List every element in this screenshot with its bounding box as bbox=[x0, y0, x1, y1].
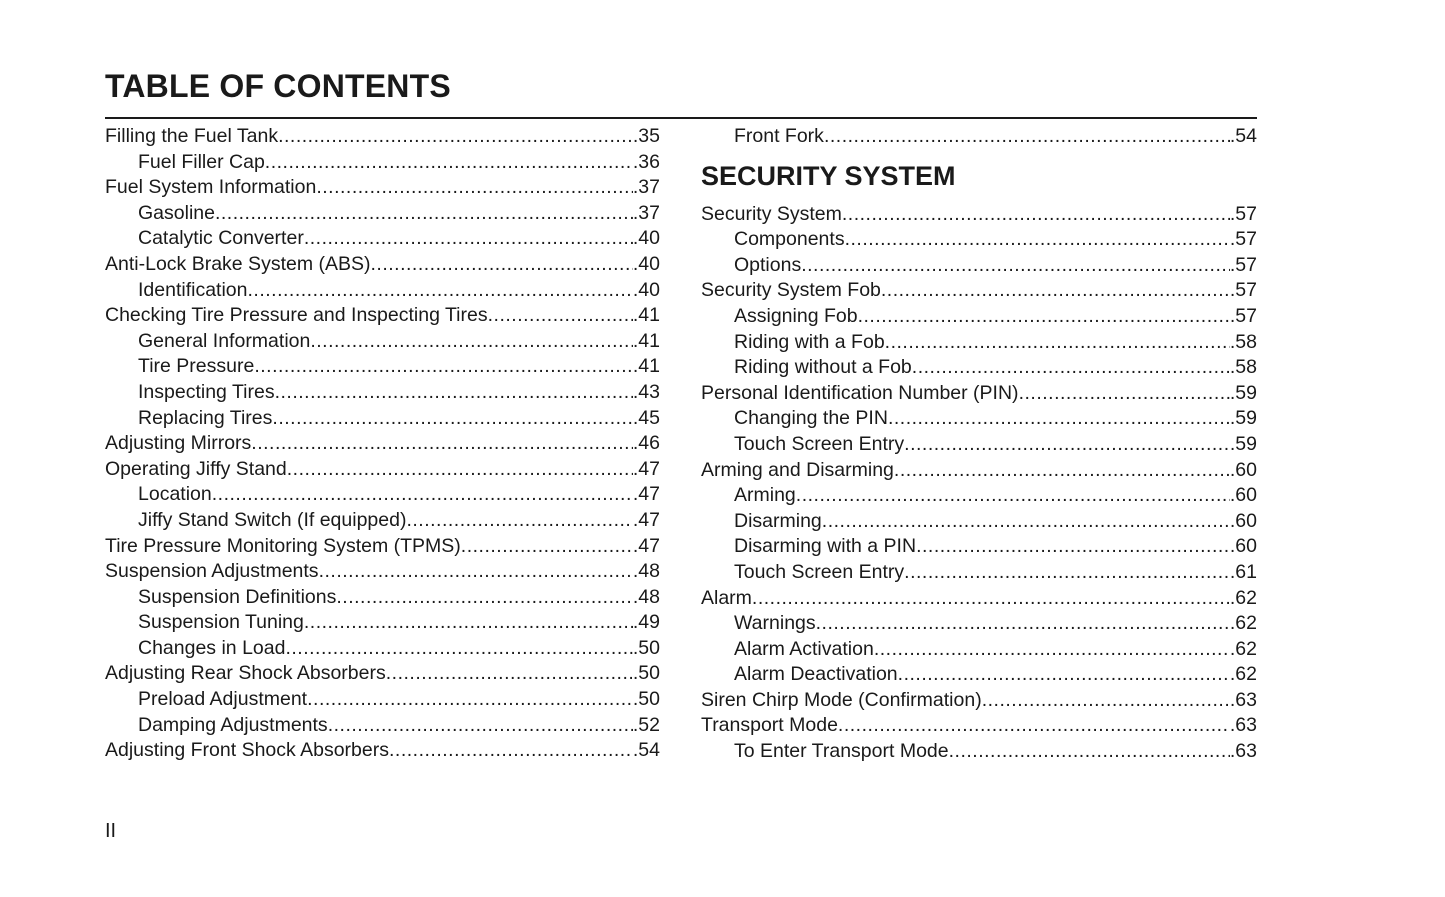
toc-entry-title: Operating Jiffy Stand bbox=[105, 457, 287, 480]
toc-entry-page-number: .46 bbox=[632, 432, 660, 455]
dot-leader bbox=[319, 559, 633, 585]
dot-leader bbox=[949, 739, 1230, 765]
title-divider bbox=[105, 117, 1257, 119]
toc-entry-title: Anti-Lock Brake System (ABS) bbox=[105, 252, 371, 275]
toc-entry-title: Suspension Adjustments bbox=[105, 560, 319, 583]
toc-entry[interactable] bbox=[701, 304, 1257, 330]
toc-entry-page-number: .40 bbox=[632, 252, 660, 275]
dot-leader bbox=[845, 227, 1230, 253]
dot-leader bbox=[336, 585, 633, 611]
dot-leader bbox=[406, 508, 632, 534]
dot-leader bbox=[386, 661, 633, 687]
dot-leader bbox=[796, 483, 1230, 509]
dot-leader bbox=[898, 662, 1230, 688]
toc-entry[interactable] bbox=[105, 406, 660, 432]
toc-entry-page-number: .40 bbox=[632, 278, 660, 301]
toc-entry-page-number: .62 bbox=[1229, 586, 1257, 609]
dot-leader bbox=[304, 610, 633, 636]
toc-entry[interactable] bbox=[701, 202, 1257, 228]
toc-entry-page-number: .43 bbox=[632, 380, 660, 403]
toc-entry-page-number: .50 bbox=[632, 662, 660, 685]
toc-entry[interactable] bbox=[701, 406, 1257, 432]
dot-leader bbox=[912, 355, 1230, 381]
dot-leader bbox=[272, 406, 632, 432]
toc-entry[interactable] bbox=[105, 610, 660, 636]
toc-entry-page-number: .57 bbox=[1229, 279, 1257, 302]
toc-entry[interactable] bbox=[105, 150, 660, 176]
toc-entry[interactable] bbox=[701, 432, 1257, 458]
toc-entry[interactable] bbox=[105, 354, 660, 380]
toc-entry-page-number: .62 bbox=[1229, 637, 1257, 660]
toc-entry-title: Checking Tire Pressure and Inspecting Tires bbox=[105, 304, 488, 327]
toc-entry[interactable] bbox=[105, 278, 660, 304]
dot-leader bbox=[316, 175, 633, 201]
dot-leader bbox=[254, 354, 633, 380]
toc-right-top-entries bbox=[701, 124, 1257, 150]
toc-entry-page-number: .45 bbox=[632, 406, 660, 429]
toc-entry-title: Fuel Filler Cap bbox=[138, 150, 265, 173]
toc-entry-title: Adjusting Front Shock Absorbers bbox=[105, 739, 389, 762]
toc-entry[interactable] bbox=[105, 559, 660, 585]
toc-right-column bbox=[701, 124, 1257, 765]
toc-entry-title: Gasoline bbox=[138, 201, 215, 224]
toc-left-column bbox=[105, 124, 660, 764]
toc-entry-page-number: .50 bbox=[632, 688, 660, 711]
dot-leader bbox=[824, 124, 1230, 150]
toc-entry-page-number: .60 bbox=[1229, 509, 1257, 532]
dot-leader bbox=[858, 304, 1230, 330]
toc-entry-page-number: .47 bbox=[632, 508, 660, 531]
toc-entry-page-number: .58 bbox=[1229, 356, 1257, 379]
toc-entry-page-number: .41 bbox=[632, 329, 660, 352]
toc-entry-title: Security System bbox=[701, 202, 842, 225]
toc-entry[interactable] bbox=[105, 226, 660, 252]
toc-entry-title: Catalytic Converter bbox=[138, 227, 304, 250]
toc-entry-title: Components bbox=[734, 228, 845, 251]
toc-entry-page-number: .60 bbox=[1229, 484, 1257, 507]
toc-entry-title: Alarm Activation bbox=[734, 637, 874, 660]
dot-leader bbox=[838, 713, 1230, 739]
toc-entry-page-number: .37 bbox=[632, 176, 660, 199]
toc-entry-page-number: .37 bbox=[632, 201, 660, 224]
toc-entry[interactable] bbox=[701, 611, 1257, 637]
toc-entry-title: Filling the Fuel Tank bbox=[105, 125, 279, 147]
toc-entry-title: Transport Mode bbox=[701, 714, 838, 737]
toc-entry-title: Arming and Disarming bbox=[701, 458, 894, 481]
dot-leader bbox=[328, 713, 633, 739]
dot-leader bbox=[881, 278, 1230, 304]
toc-entry-page-number: .62 bbox=[1229, 612, 1257, 635]
dot-leader bbox=[488, 303, 633, 329]
toc-entry-title: Adjusting Rear Shock Absorbers bbox=[105, 662, 386, 685]
dot-leader bbox=[888, 406, 1230, 432]
dot-leader bbox=[310, 329, 633, 355]
dot-leader bbox=[371, 252, 633, 278]
toc-entry-title: Siren Chirp Mode (Confirmation) bbox=[701, 688, 982, 711]
toc-entry-page-number: .54 bbox=[632, 739, 660, 762]
toc-entry[interactable] bbox=[701, 124, 1257, 150]
toc-entry-page-number: .47 bbox=[632, 457, 660, 480]
section-heading-security-system: SECURITY SYSTEM bbox=[701, 160, 956, 191]
toc-entry[interactable] bbox=[105, 636, 660, 662]
toc-entry[interactable] bbox=[105, 431, 660, 457]
toc-entry-title: Personal Identification Number (PIN) bbox=[701, 381, 1019, 404]
toc-entry-title: Touch Screen Entry bbox=[734, 560, 905, 583]
toc-entry[interactable] bbox=[105, 508, 660, 534]
toc-entry-page-number: .63 bbox=[1229, 688, 1257, 711]
toc-entry-page-number: .59 bbox=[1229, 407, 1257, 430]
toc-entry-title: Changes in Load bbox=[138, 636, 286, 659]
toc-entry[interactable] bbox=[701, 355, 1257, 381]
toc-entry-title: Arming bbox=[734, 484, 796, 507]
toc-entry[interactable] bbox=[701, 330, 1257, 356]
toc-entry[interactable] bbox=[701, 662, 1257, 688]
dot-leader bbox=[982, 688, 1230, 714]
toc-entry-page-number: .59 bbox=[1229, 432, 1257, 455]
toc-entry-page-number: .60 bbox=[1229, 458, 1257, 481]
toc-entry-title: Warnings bbox=[734, 612, 816, 635]
toc-entry[interactable] bbox=[701, 688, 1257, 714]
dot-leader bbox=[894, 458, 1230, 484]
toc-entry-page-number: .59 bbox=[1229, 381, 1257, 404]
dot-leader bbox=[212, 482, 633, 508]
dot-leader bbox=[904, 560, 1230, 586]
toc-entry[interactable] bbox=[701, 637, 1257, 663]
toc-entry-page-number: .47 bbox=[632, 534, 660, 557]
dot-leader bbox=[278, 124, 633, 150]
toc-entry-title: Changing the PIN bbox=[734, 407, 888, 430]
toc-entry-page-number: .48 bbox=[632, 585, 660, 608]
dot-leader bbox=[275, 380, 633, 406]
toc-entry-title: Fuel System Information bbox=[105, 176, 317, 199]
toc-entry[interactable] bbox=[701, 381, 1257, 407]
toc-entry[interactable] bbox=[701, 509, 1257, 535]
toc-entry[interactable] bbox=[105, 380, 660, 406]
dot-leader bbox=[265, 150, 633, 176]
toc-entry-title: Riding with a Fob bbox=[734, 330, 885, 353]
toc-entry[interactable] bbox=[105, 482, 660, 508]
toc-entry-page-number: .54 bbox=[1229, 125, 1257, 147]
dot-leader bbox=[916, 534, 1230, 560]
toc-entry-title: Disarming bbox=[734, 509, 822, 532]
toc-entry-page-number: .63 bbox=[1229, 740, 1257, 763]
toc-entry-title: Location bbox=[138, 483, 212, 506]
dot-leader bbox=[816, 611, 1230, 637]
toc-entry-page-number: .58 bbox=[1229, 330, 1257, 353]
toc-entry-page-number: .50 bbox=[632, 636, 660, 659]
toc-entry-title: Replacing Tires bbox=[138, 406, 273, 429]
dot-leader bbox=[461, 534, 633, 560]
toc-entry-title: Damping Adjustments bbox=[138, 713, 328, 736]
toc-entry[interactable] bbox=[701, 227, 1257, 253]
toc-entry-page-number: .60 bbox=[1229, 535, 1257, 558]
toc-entry[interactable] bbox=[701, 278, 1257, 304]
toc-entry-page-number: .52 bbox=[632, 713, 660, 736]
toc-entry[interactable] bbox=[105, 303, 660, 329]
toc-entry-title: Tire Pressure Monitoring System (TPMS) bbox=[105, 534, 461, 557]
toc-entry[interactable] bbox=[105, 534, 660, 560]
page-title: TABLE OF CONTENTS bbox=[105, 68, 451, 104]
toc-entry-title: Suspension Definitions bbox=[138, 585, 337, 608]
toc-entry[interactable] bbox=[105, 124, 660, 150]
toc-entry-page-number: .61 bbox=[1229, 560, 1257, 583]
toc-entry-title: Identification bbox=[138, 278, 248, 301]
toc-entry[interactable] bbox=[701, 586, 1257, 612]
toc-entry-page-number: .35 bbox=[632, 125, 660, 147]
toc-entry[interactable] bbox=[105, 457, 660, 483]
dot-leader bbox=[248, 278, 633, 304]
toc-entry-page-number: .49 bbox=[632, 611, 660, 634]
toc-entry-title: Disarming with a PIN bbox=[734, 535, 917, 558]
toc-entry-title: Alarm Deactivation bbox=[734, 663, 898, 686]
dot-leader bbox=[215, 201, 633, 227]
toc-entry[interactable] bbox=[105, 252, 660, 278]
dot-leader bbox=[285, 636, 632, 662]
dot-leader bbox=[885, 330, 1230, 356]
toc-entry[interactable] bbox=[701, 560, 1257, 586]
dot-leader bbox=[874, 637, 1230, 663]
toc-entry-title: Riding without a Fob bbox=[734, 356, 912, 379]
toc-entry-title: General Information bbox=[138, 329, 311, 352]
toc-entry-title: Assigning Fob bbox=[734, 304, 858, 327]
toc-entry[interactable] bbox=[701, 534, 1257, 560]
toc-entry-title: Touch Screen Entry bbox=[734, 432, 905, 455]
toc-entry-page-number: .57 bbox=[1229, 202, 1257, 225]
toc-entry[interactable] bbox=[701, 483, 1257, 509]
toc-entry-title: Suspension Tuning bbox=[138, 611, 304, 634]
toc-entry[interactable] bbox=[105, 687, 660, 713]
dot-leader bbox=[389, 738, 633, 764]
toc-entry-title: Preload Adjustment bbox=[138, 688, 308, 711]
dot-leader bbox=[307, 687, 633, 713]
toc-entry-title: Tire Pressure bbox=[138, 355, 255, 378]
toc-entry-page-number: .41 bbox=[632, 355, 660, 378]
toc-entry-page-number: .57 bbox=[1229, 304, 1257, 327]
toc-entry[interactable] bbox=[105, 738, 660, 764]
page-number: II bbox=[105, 820, 117, 842]
toc-entry-page-number: .36 bbox=[632, 150, 660, 173]
dot-leader bbox=[1019, 381, 1230, 407]
toc-entry-title: Inspecting Tires bbox=[138, 380, 275, 403]
toc-entry-page-number: .63 bbox=[1229, 714, 1257, 737]
toc-entry[interactable] bbox=[701, 253, 1257, 279]
toc-entry[interactable] bbox=[701, 739, 1257, 765]
toc-entry-title: Alarm bbox=[701, 586, 752, 609]
dot-leader bbox=[822, 509, 1230, 535]
toc-entry-page-number: .40 bbox=[632, 227, 660, 250]
toc-entry[interactable] bbox=[701, 458, 1257, 484]
toc-entry-page-number: .57 bbox=[1229, 253, 1257, 276]
toc-entry[interactable] bbox=[105, 713, 660, 739]
toc-entry-page-number: .41 bbox=[632, 304, 660, 327]
toc-entry-title: Adjusting Mirrors bbox=[105, 432, 252, 455]
toc-entry[interactable] bbox=[105, 201, 660, 227]
toc-entry-title: Security System Fob bbox=[701, 279, 881, 302]
toc-entry-page-number: .57 bbox=[1229, 228, 1257, 251]
toc-entry-title: To Enter Transport Mode bbox=[734, 740, 949, 763]
dot-leader bbox=[287, 457, 633, 483]
toc-entry-page-number: .47 bbox=[632, 483, 660, 506]
toc-entry-title: Front Fork bbox=[734, 125, 824, 147]
toc-entry[interactable] bbox=[701, 713, 1257, 739]
toc-entry[interactable] bbox=[105, 329, 660, 355]
dot-leader bbox=[251, 431, 633, 457]
dot-leader bbox=[904, 432, 1230, 458]
toc-entry[interactable] bbox=[105, 175, 660, 201]
toc-entry-title: Options bbox=[734, 253, 802, 276]
toc-entry[interactable] bbox=[105, 585, 660, 611]
dot-leader bbox=[752, 586, 1230, 612]
dot-leader bbox=[304, 226, 633, 252]
toc-entry[interactable] bbox=[105, 661, 660, 687]
toc-entry-page-number: .62 bbox=[1229, 663, 1257, 686]
toc-security-entries bbox=[701, 202, 1257, 765]
dot-leader bbox=[842, 202, 1230, 228]
dot-leader bbox=[801, 253, 1230, 279]
toc-entry-title: Jiffy Stand Switch (If equipped) bbox=[138, 508, 407, 531]
toc-entry-page-number: .48 bbox=[632, 560, 660, 583]
